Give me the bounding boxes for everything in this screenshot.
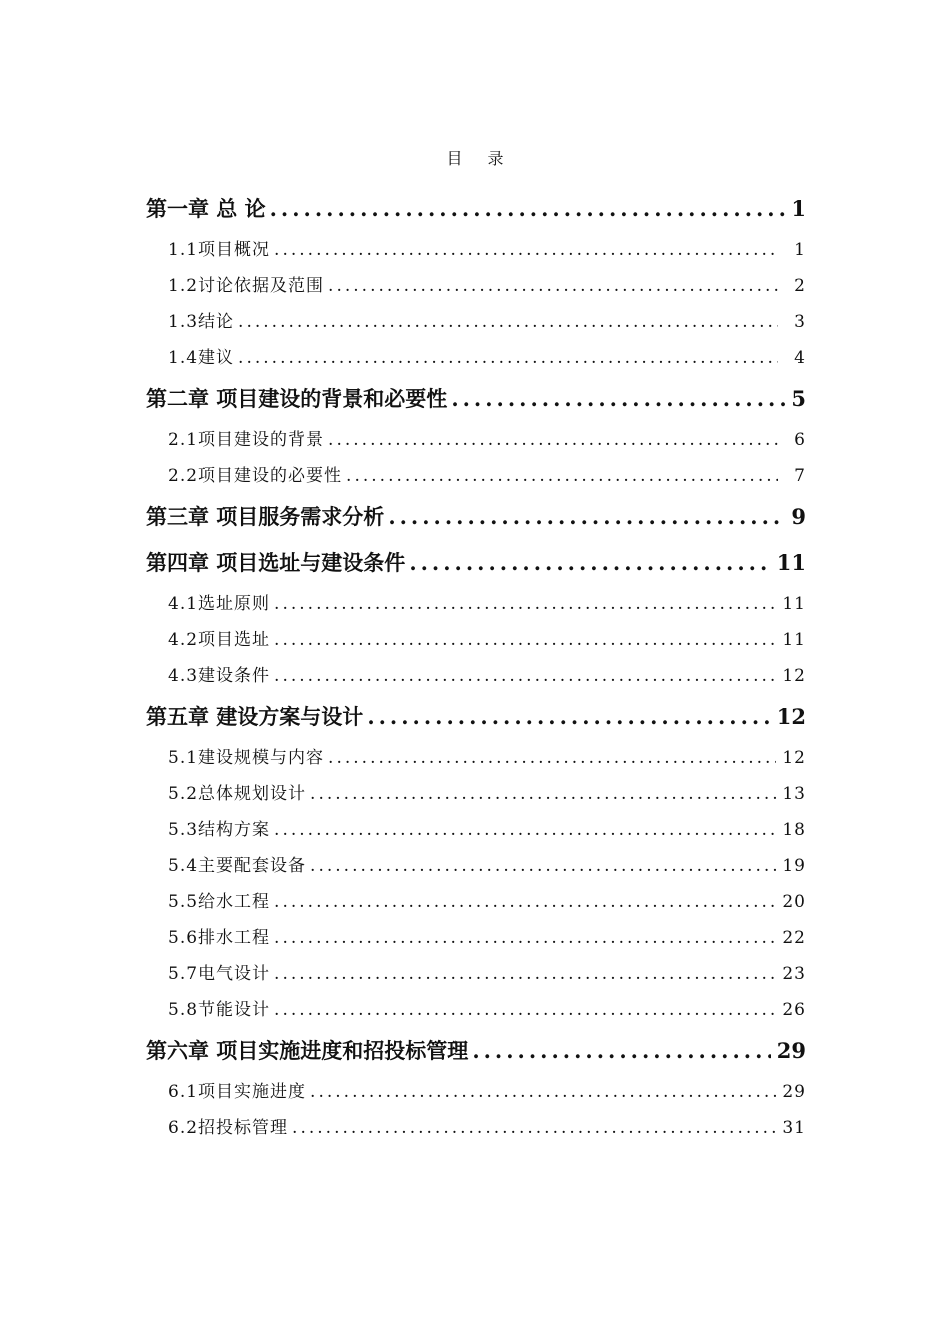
toc-page-number: 31 [782,1118,806,1138]
toc-page-number: 29 [776,1038,806,1063]
toc-section-entry[interactable] [146,776,806,812]
toc-page-number: 23 [782,964,806,984]
toc-chapter-entry[interactable] [146,186,806,232]
dot-leader [270,186,786,232]
dot-leader [274,956,776,992]
toc-page-number: 5 [791,386,806,411]
toc-section-entry[interactable] [146,1110,806,1146]
toc-entry-label: 5.1建设规模与内容 [168,748,325,768]
toc-entry-label: 6.1项目实施进度 [168,1082,307,1102]
toc-section-entry[interactable] [146,304,806,340]
toc-page-number: 19 [782,856,806,876]
toc-page-number: 12 [782,748,806,768]
dot-leader [388,494,785,540]
toc-entry-label: 5.2总体规划设计 [168,784,307,804]
toc-section-entry[interactable] [146,812,806,848]
toc-page-number: 2 [794,276,806,296]
dot-leader [451,376,785,422]
toc-entry-label: 2.1项目建设的背景 [168,430,325,450]
toc-entry-label: 1.4建议 [168,348,235,368]
toc-entry-label: 第五章 建设方案与设计 [146,704,364,729]
dot-leader [346,458,778,494]
dot-leader [274,622,776,658]
dot-leader [274,812,776,848]
dot-leader [274,992,776,1028]
toc-entry-label: 4.2项目选址 [168,630,271,650]
toc-entry-label: 2.2项目建设的必要性 [168,466,343,486]
toc-page-number: 7 [794,466,806,486]
dot-leader [274,658,776,694]
toc-section-entry[interactable] [146,422,806,458]
toc-section-entry[interactable] [146,920,806,956]
toc-chapter-entry[interactable] [146,694,806,740]
toc-entry-label: 5.8节能设计 [168,1000,271,1020]
dot-leader [472,1028,770,1074]
toc-entry-label: 第三章 项目服务需求分析 [146,504,385,529]
toc-entry-label: 第四章 项目选址与建设条件 [146,550,406,575]
toc-entry-label: 5.6排水工程 [168,928,271,948]
dot-leader [274,586,776,622]
toc-section-entry[interactable] [146,586,806,622]
toc-section-entry[interactable] [146,848,806,884]
toc-page-number: 13 [782,784,806,804]
toc-entry-label: 5.4主要配套设备 [168,856,307,876]
toc-section-entry[interactable] [146,232,806,268]
toc-chapter-entry[interactable] [146,494,806,540]
toc-page-number: 29 [782,1082,806,1102]
toc-title: 目 录 [446,149,514,168]
toc-section-entry[interactable] [146,268,806,304]
toc-section-entry[interactable] [146,884,806,920]
dot-leader [328,740,776,776]
dot-leader [328,422,778,458]
toc-section-entry[interactable] [146,740,806,776]
dot-leader [238,304,778,340]
toc-page-number: 3 [794,312,806,332]
dot-leader [328,268,778,304]
toc-section-entry[interactable] [146,956,806,992]
toc-section-entry[interactable] [146,622,806,658]
toc-chapter-entry[interactable] [146,540,806,586]
toc-entry-label: 1.1项目概况 [168,240,271,260]
toc-section-entry[interactable] [146,658,806,694]
toc-section-entry[interactable] [146,340,806,376]
toc-entry-label: 1.2讨论依据及范围 [168,276,325,296]
dot-leader [274,920,776,956]
dot-leader [238,340,778,376]
toc-entry-label: 4.3建设条件 [168,666,271,686]
toc-entry-label: 第二章 项目建设的背景和必要性 [146,386,448,411]
toc-page-number: 9 [791,504,806,529]
dot-leader [310,776,776,812]
toc-chapter-entry[interactable] [146,1028,806,1074]
toc-entry-label: 第六章 项目实施进度和招投标管理 [146,1038,469,1063]
toc-entry-label: 第一章 总 论 [146,196,266,221]
toc-page-number: 6 [794,430,806,450]
toc-page-number: 11 [782,630,806,650]
toc-chapter-entry[interactable] [146,376,806,422]
toc-entry-label: 5.5给水工程 [168,892,271,912]
toc-page-number: 26 [782,1000,806,1020]
toc-entry-label: 1.3结论 [168,312,235,332]
dot-leader [274,884,776,920]
toc-page-number: 12 [782,666,806,686]
toc-section-entry[interactable] [146,992,806,1028]
dot-leader [310,1074,776,1110]
toc-page-number: 22 [782,928,806,948]
dot-leader [274,232,778,268]
toc-page-number: 4 [794,348,806,368]
toc-entry-label: 5.3结构方案 [168,820,271,840]
toc-page-number: 11 [776,550,806,575]
dot-leader [409,540,770,586]
toc-page-number: 20 [782,892,806,912]
toc-section-entry[interactable] [146,1074,806,1110]
toc-page-number: 1 [791,196,806,221]
toc-entry-label: 6.2招投标管理 [168,1118,289,1138]
toc-page-number: 18 [782,820,806,840]
toc-list [146,186,806,1146]
dot-leader [310,848,776,884]
toc-page-number: 1 [794,240,806,260]
toc-entry-label: 5.7电气设计 [168,964,271,984]
toc-page-number: 12 [776,704,806,729]
toc-page-number: 11 [782,594,806,614]
toc-entry-label: 4.1选址原则 [168,594,271,614]
dot-leader [367,694,770,740]
dot-leader [292,1110,776,1146]
toc-section-entry[interactable] [146,458,806,494]
